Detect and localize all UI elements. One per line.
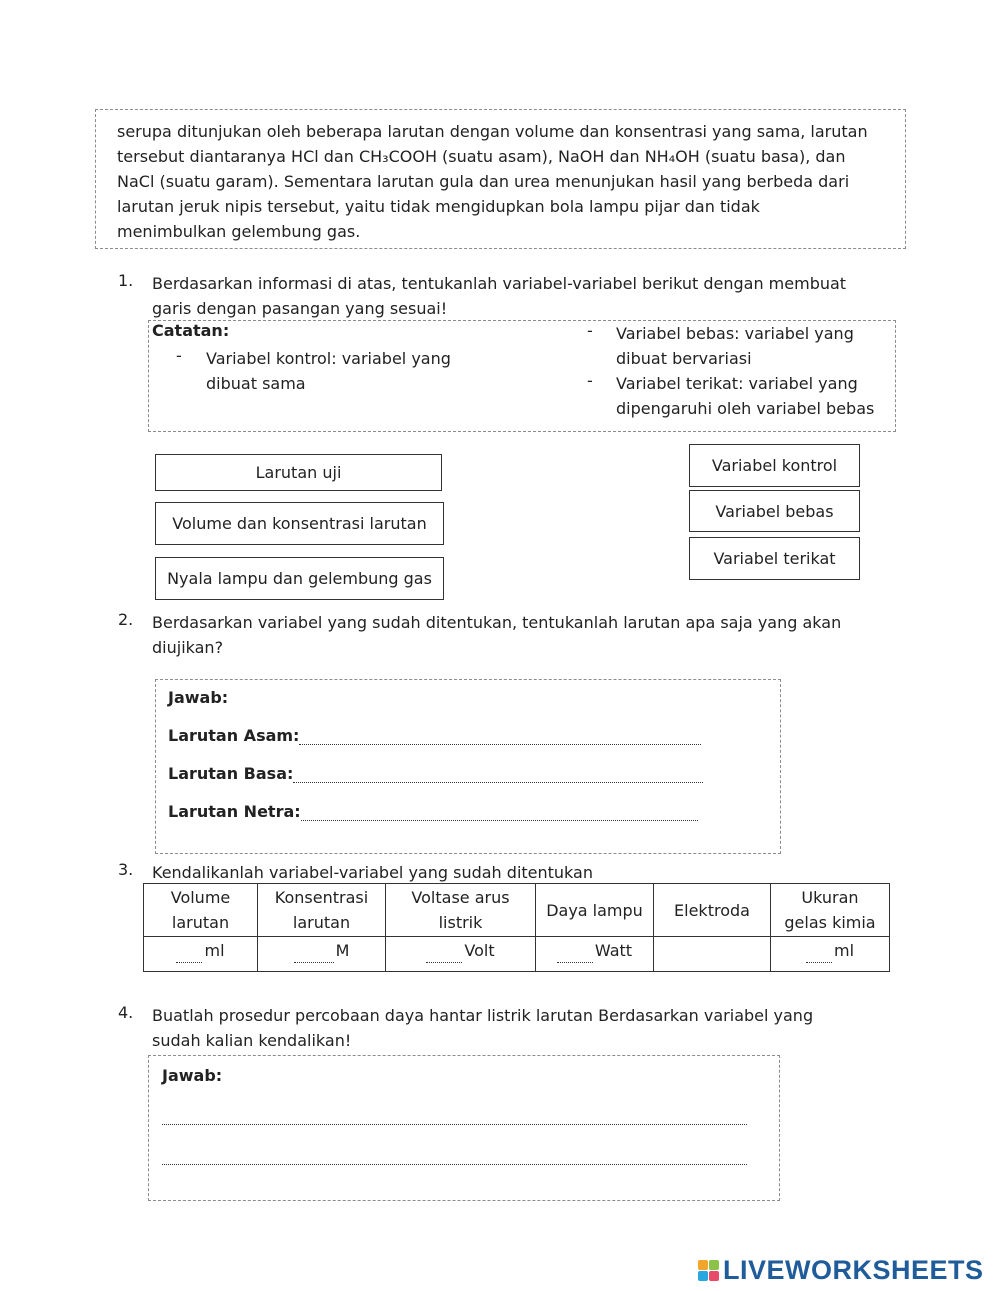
larutan-asam-input[interactable] xyxy=(299,730,701,745)
q4-text-line: Buatlah prosedur percobaan daya hantar listrik larutan Berdasarkan variabel yang xyxy=(152,1006,814,1025)
note-terikat-line: dipengaruhi oleh variabel bebas xyxy=(616,399,875,418)
value-daya-lampu[interactable] xyxy=(536,937,654,972)
header-volume: Volume larutan xyxy=(144,884,258,937)
note-dash: - xyxy=(587,371,593,390)
intro-line: menimbulkan gelembung gas. xyxy=(117,222,361,241)
field-label: Larutan Asam: xyxy=(168,726,300,745)
note-bebas xyxy=(616,321,854,371)
intro-line: larutan jeruk nipis tersebut, yaitu tidak mengidupkan bola lampu pijar dan tidak xyxy=(117,197,760,216)
larutan-basa-input[interactable] xyxy=(293,768,703,783)
unit-label: ml xyxy=(204,941,225,960)
note-terikat-line: Variabel terikat: variabel yang xyxy=(616,374,858,393)
value-konsentrasi[interactable] xyxy=(258,937,386,972)
field-label: Larutan Basa: xyxy=(168,764,294,783)
q2-answer-label: Jawab: xyxy=(168,688,229,707)
unit-label: Volt xyxy=(464,941,495,960)
q1-text xyxy=(152,271,912,321)
match-left-larutan-uji[interactable]: Larutan uji xyxy=(155,454,442,491)
match-left-volume-konsentrasi[interactable]: Volume dan konsentrasi larutan xyxy=(155,502,444,545)
note-kontrol-line: dibuat sama xyxy=(206,374,306,393)
field-larutan-asam xyxy=(168,726,701,745)
q1-text-line: garis dengan pasangan yang sesuai! xyxy=(152,299,448,318)
q4-answer-label: Jawab: xyxy=(162,1066,223,1085)
header-daya-lampu: Daya lampu xyxy=(536,884,654,937)
q1-text-line: Berdasarkan informasi di atas, tentukanlah variabel-variabel berikut dengan membuat xyxy=(152,274,847,293)
procedure-line-1[interactable] xyxy=(162,1110,747,1125)
match-right-variabel-terikat[interactable]: Variabel terikat xyxy=(689,537,860,580)
intro-line: NaCl (suatu garam). Sementara larutan gula dan urea menunjukan hasil yang berbeda dari xyxy=(117,172,850,191)
liveworksheets-logo xyxy=(698,1255,984,1286)
intro-line: serupa ditunjukan oleh beberapa larutan dengan volume dan konsentrasi yang sama, larutan xyxy=(117,122,868,141)
field-larutan-basa xyxy=(168,764,703,783)
liveworksheets-icon xyxy=(698,1260,719,1281)
table-header-row xyxy=(144,884,890,937)
note-dash: - xyxy=(176,346,182,365)
unit-label: ml xyxy=(833,941,855,960)
q2-number: 2. xyxy=(118,610,134,629)
field-larutan-netra xyxy=(168,802,698,821)
match-left-nyala-lampu[interactable]: Nyala lampu dan gelembung gas xyxy=(155,557,444,600)
unit-label: Watt xyxy=(594,941,633,960)
value-voltase[interactable] xyxy=(386,937,536,972)
value-ukuran-gelas[interactable] xyxy=(771,937,890,972)
intro-paragraph xyxy=(117,119,897,244)
value-elektroda[interactable] xyxy=(654,937,771,972)
q2-text-line: Berdasarkan variabel yang sudah ditentukan, tentukanlah larutan apa saja yang akan xyxy=(152,613,842,632)
field-label: Larutan Netra: xyxy=(168,802,301,821)
note-dash: - xyxy=(587,321,593,340)
procedure-line-2[interactable] xyxy=(162,1150,747,1165)
q3-text: Kendalikanlah variabel-variabel yang sudah ditentukan xyxy=(152,863,593,882)
note-terikat xyxy=(616,371,874,421)
control-table xyxy=(143,883,890,972)
q4-answer-box xyxy=(148,1055,780,1201)
brand-name: LIVEWORKSHEETS xyxy=(723,1255,984,1285)
match-right-variabel-kontrol[interactable]: Variabel kontrol xyxy=(689,444,860,487)
larutan-netra-input[interactable] xyxy=(301,806,698,821)
intro-line: tersebut diantaranya HCl dan CH₃COOH (suatu asam), NaOH dan NH₄OH (suatu basa), dan xyxy=(117,147,846,166)
q4-text-line: sudah kalian kendalikan! xyxy=(152,1031,352,1050)
note-bebas-line: Variabel bebas: variabel yang xyxy=(616,324,854,343)
unit-label: M xyxy=(335,941,350,960)
q2-text-line: diujikan? xyxy=(152,638,224,657)
value-volume[interactable] xyxy=(144,937,258,972)
match-right-variabel-bebas[interactable]: Variabel bebas xyxy=(689,490,860,532)
note-kontrol xyxy=(206,346,451,396)
note-title: Catatan: xyxy=(152,321,230,340)
q1-number: 1. xyxy=(118,271,134,290)
q2-text xyxy=(152,610,912,660)
q4-number: 4. xyxy=(118,1003,134,1022)
table-value-row xyxy=(144,937,890,972)
note-bebas-line: dibuat bervariasi xyxy=(616,349,752,368)
header-elektroda: Elektroda xyxy=(654,884,771,937)
header-ukuran-gelas: Ukuran gelas kimia xyxy=(771,884,890,937)
q4-text xyxy=(152,1003,912,1053)
header-voltase: Voltase arus listrik xyxy=(386,884,536,937)
header-konsentrasi: Konsentrasi larutan xyxy=(258,884,386,937)
q3-number: 3. xyxy=(118,860,134,879)
note-kontrol-line: Variabel kontrol: variabel yang xyxy=(206,349,451,368)
